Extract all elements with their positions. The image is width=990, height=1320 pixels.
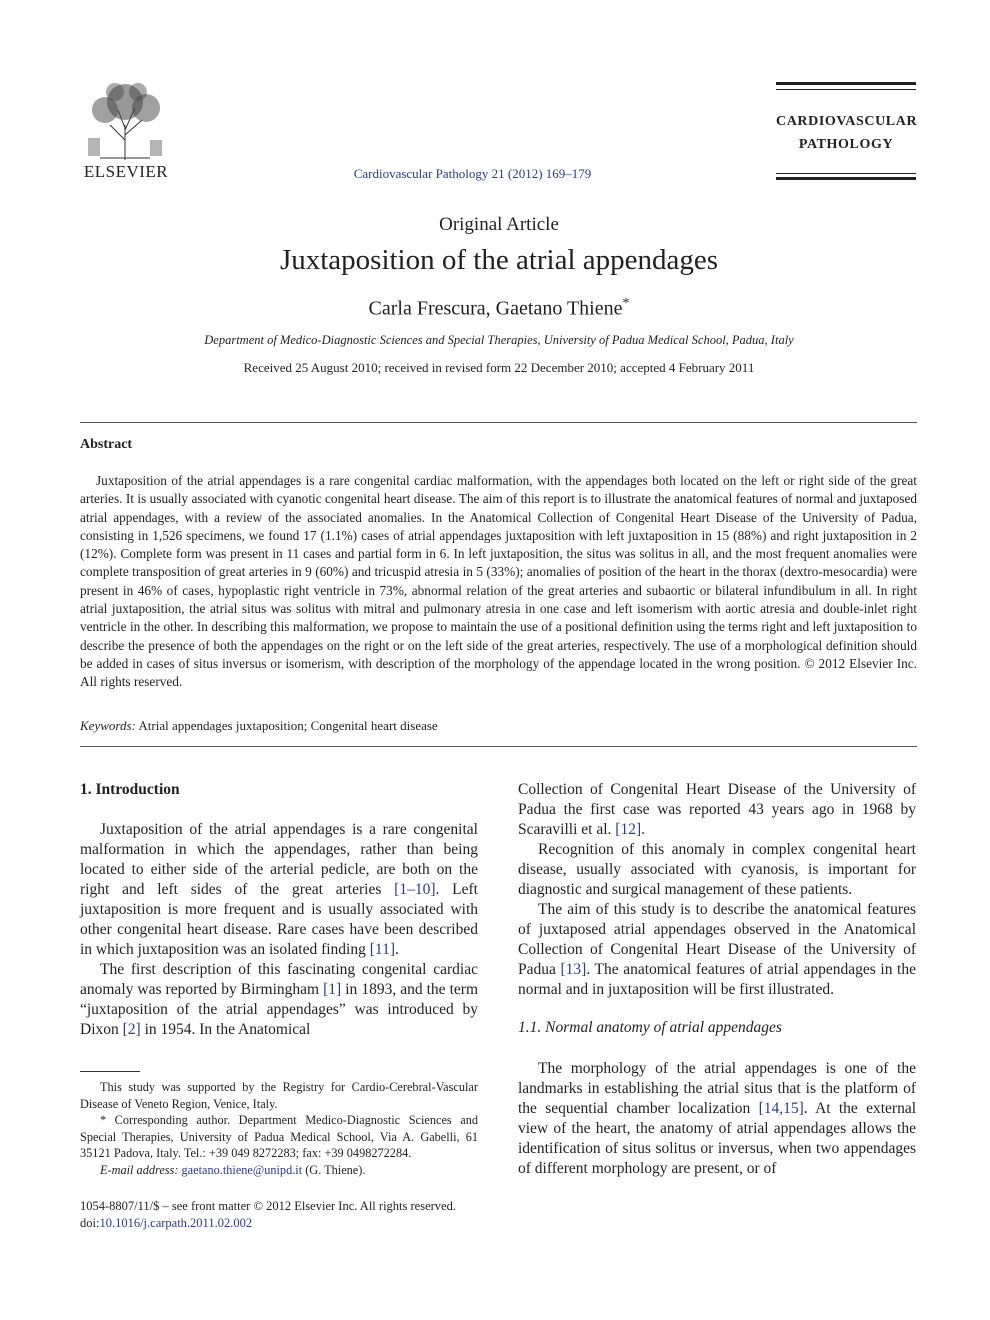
journal-citation-link[interactable]: Cardiovascular Pathology 21 (2012) 169–179 [353,166,592,181]
abstract-top-rule [80,422,917,423]
email-label: E-mail address: [100,1162,179,1177]
keywords-text: Atrial appendages juxtaposition; Congenital heart disease [138,718,438,733]
citation-link[interactable]: [13] [560,961,587,978]
journal-name-line2: PATHOLOGY [798,137,894,152]
author-list [0,296,990,321]
left-column [80,820,478,1040]
citation-link[interactable]: [12] [615,821,642,838]
paragraph: Juxtaposition of the atrial appendages is a rare congenital malformation in which the appendages, rather than being located to either side of the arterial pedicle, are both on the right and left sides of the great arteries [1–10]. Left juxtaposition is more frequent and is usually associated with other congenital heart disease. Rare cases have been described in which juxtaposition was an isolated finding [11]. [80,821,478,958]
abstract-bottom-rule [80,746,917,747]
citation-link[interactable]: [2] [122,1021,141,1038]
subsection-heading: 1.1. Normal anatomy of atrial appendages [518,1019,782,1036]
doi-link[interactable]: 10.1016/j.carpath.2011.02.002 [99,1215,253,1230]
citation-link[interactable]: [1–10] [394,881,436,898]
citation-link[interactable]: [1] [323,981,342,998]
article-title: Juxtaposition of the atrial appendages [279,244,719,276]
citation-link[interactable]: [14,15] [758,1100,804,1117]
journal-name-line1: CARDIOVASCULAR [776,114,918,129]
abstract-text: Juxtaposition of the atrial appendages is a rare congenital cardiac malformation, with the appendages both located on the left or right side of the great arteries. It is usually associated with cyanotic congenital heart disease. The aim of this report is to illustrate the anatomical features of normal and juxtaposed atrial appendages, with a review of the associated anomalies. In the Anatomical Collection of Congenital Heart Disease of the University of Padua, consisting in 1,526 specimens, we found 17 (1.1%) cases of atrial appendages juxtaposition with left juxtaposition in 15 (88%) and right juxtaposition in 2 (12%). Complete form was present in 11 cases and partial form in 6. In left juxtaposition, the situs was solitus in all, and the most frequent anomalies were complete transposition of great arteries in 9 (60%) and tricuspid atresia in 5 (33%); anomalies of position of the heart in the thorax (dextro-mesocardia) were present in 46% of cases, hypoplastic right ventricle in 73%, abnormal relation of the great arteries and subaortic or bilateral infundibulum in all. In right atrial juxtaposition, the atrial situs was solitus with mitral and pulmonary atresia in one case and left isomerism with aortic atresia and double-inlet right ventricle in the other. In describing this malformation, we propose to maintain the use of a positional definition using the terms right and left juxtaposition to describe the presence of both the appendages on the right or on the left side of the great arteries, respectively. The use of a morphological definition should be added in cases of situs inversus or isomerism, with description of the morphology of the appendage located in the wrong position. © 2012 Elsevier Inc. All rights reserved. [80,473,917,690]
corresponding-footnote: * Corresponding author. Department Medico-Diagnostic Sciences and Special Therapies, University of Padua Medical School, Via A. Gabelli, 61 35121 Padova, Italy. Tel.: +39 049 8272283; fax: +39 0498272284. [80,1113,478,1160]
article-type: Original Article [439,214,559,235]
email-link[interactable]: gaetano.thiene@unipd.it [181,1162,303,1177]
footnote-rule [80,1071,140,1072]
paragraph: Collection of Congenital Heart Disease of the University of Padua the first case was reported 43 years ago in 1968 by Scaravilli et al. [12]. [518,781,916,838]
received-dates: Received 25 August 2010; received in revised form 22 December 2010; accepted 4 February 2011 [243,360,755,375]
copyright-line: 1054-8807/11/$ – see front matter © 2012 Elsevier Inc. All rights reserved. [80,1199,456,1213]
section-heading-introduction: 1. Introduction [80,781,180,798]
doi-line: doi:10.1016/j.carpath.2011.02.002 [80,1215,253,1230]
corresponding-author-mark[interactable]: * [622,296,630,311]
footnotes [80,1079,478,1178]
funding-footnote: This study was supported by the Registry for Cardio-Cerebral-Vascular Disease of Veneto Region, Venice, Italy. [80,1080,478,1111]
paragraph: The morphology of the atrial appendages is one of the landmarks in establishing the atrial situs that is the platform of the sequential chamber localization [14,15]. At the external view of the heart, the anatomy of atrial appendages allows the identification of situs solitus or inversus, when two appendages of different morphology are present, or of [518,1060,917,1177]
paragraph: The first description of this fascinating congenital cardiac anomaly was reported by Birmingham [1] in 1893, and the term “juxtaposition of the atrial appendages” was introduced by Dixon [2] in 1954. In the Anatomical [80,961,478,1038]
keywords-label: Keywords: [80,718,136,733]
citation-link[interactable]: [11] [369,941,395,958]
right-column-continued [518,1059,916,1179]
authors-text: Carla Frescura, Gaetano Thiene [368,297,623,320]
email-footnote: E-mail address: gaetano.thiene@unipd.it (G. Thiene). [100,1162,366,1177]
front-matter [80,1198,500,1231]
right-column [518,780,916,1000]
journal-masthead [776,82,916,182]
keywords [80,718,917,734]
paragraph: The aim of this study is to describe the anatomical features of juxtaposed atrial appendages observed in the Anatomical Collection of Congenital Heart Disease of the University of Padua [13]. The anatomical features of atrial appendages in the normal and in juxtaposition will be first illustrated. [518,901,916,998]
paragraph: Recognition of this anomaly in complex congenital heart disease, usually associated with cyanosis, is important for diagnostic and surgical management of these patients. [518,841,916,898]
abstract-heading: Abstract [80,437,133,452]
affiliation: Department of Medico-Diagnostic Sciences and Special Therapies, University of Padua Medical School, Padua, Italy [204,333,794,347]
publisher-name: ELSEVIER [83,162,169,181]
